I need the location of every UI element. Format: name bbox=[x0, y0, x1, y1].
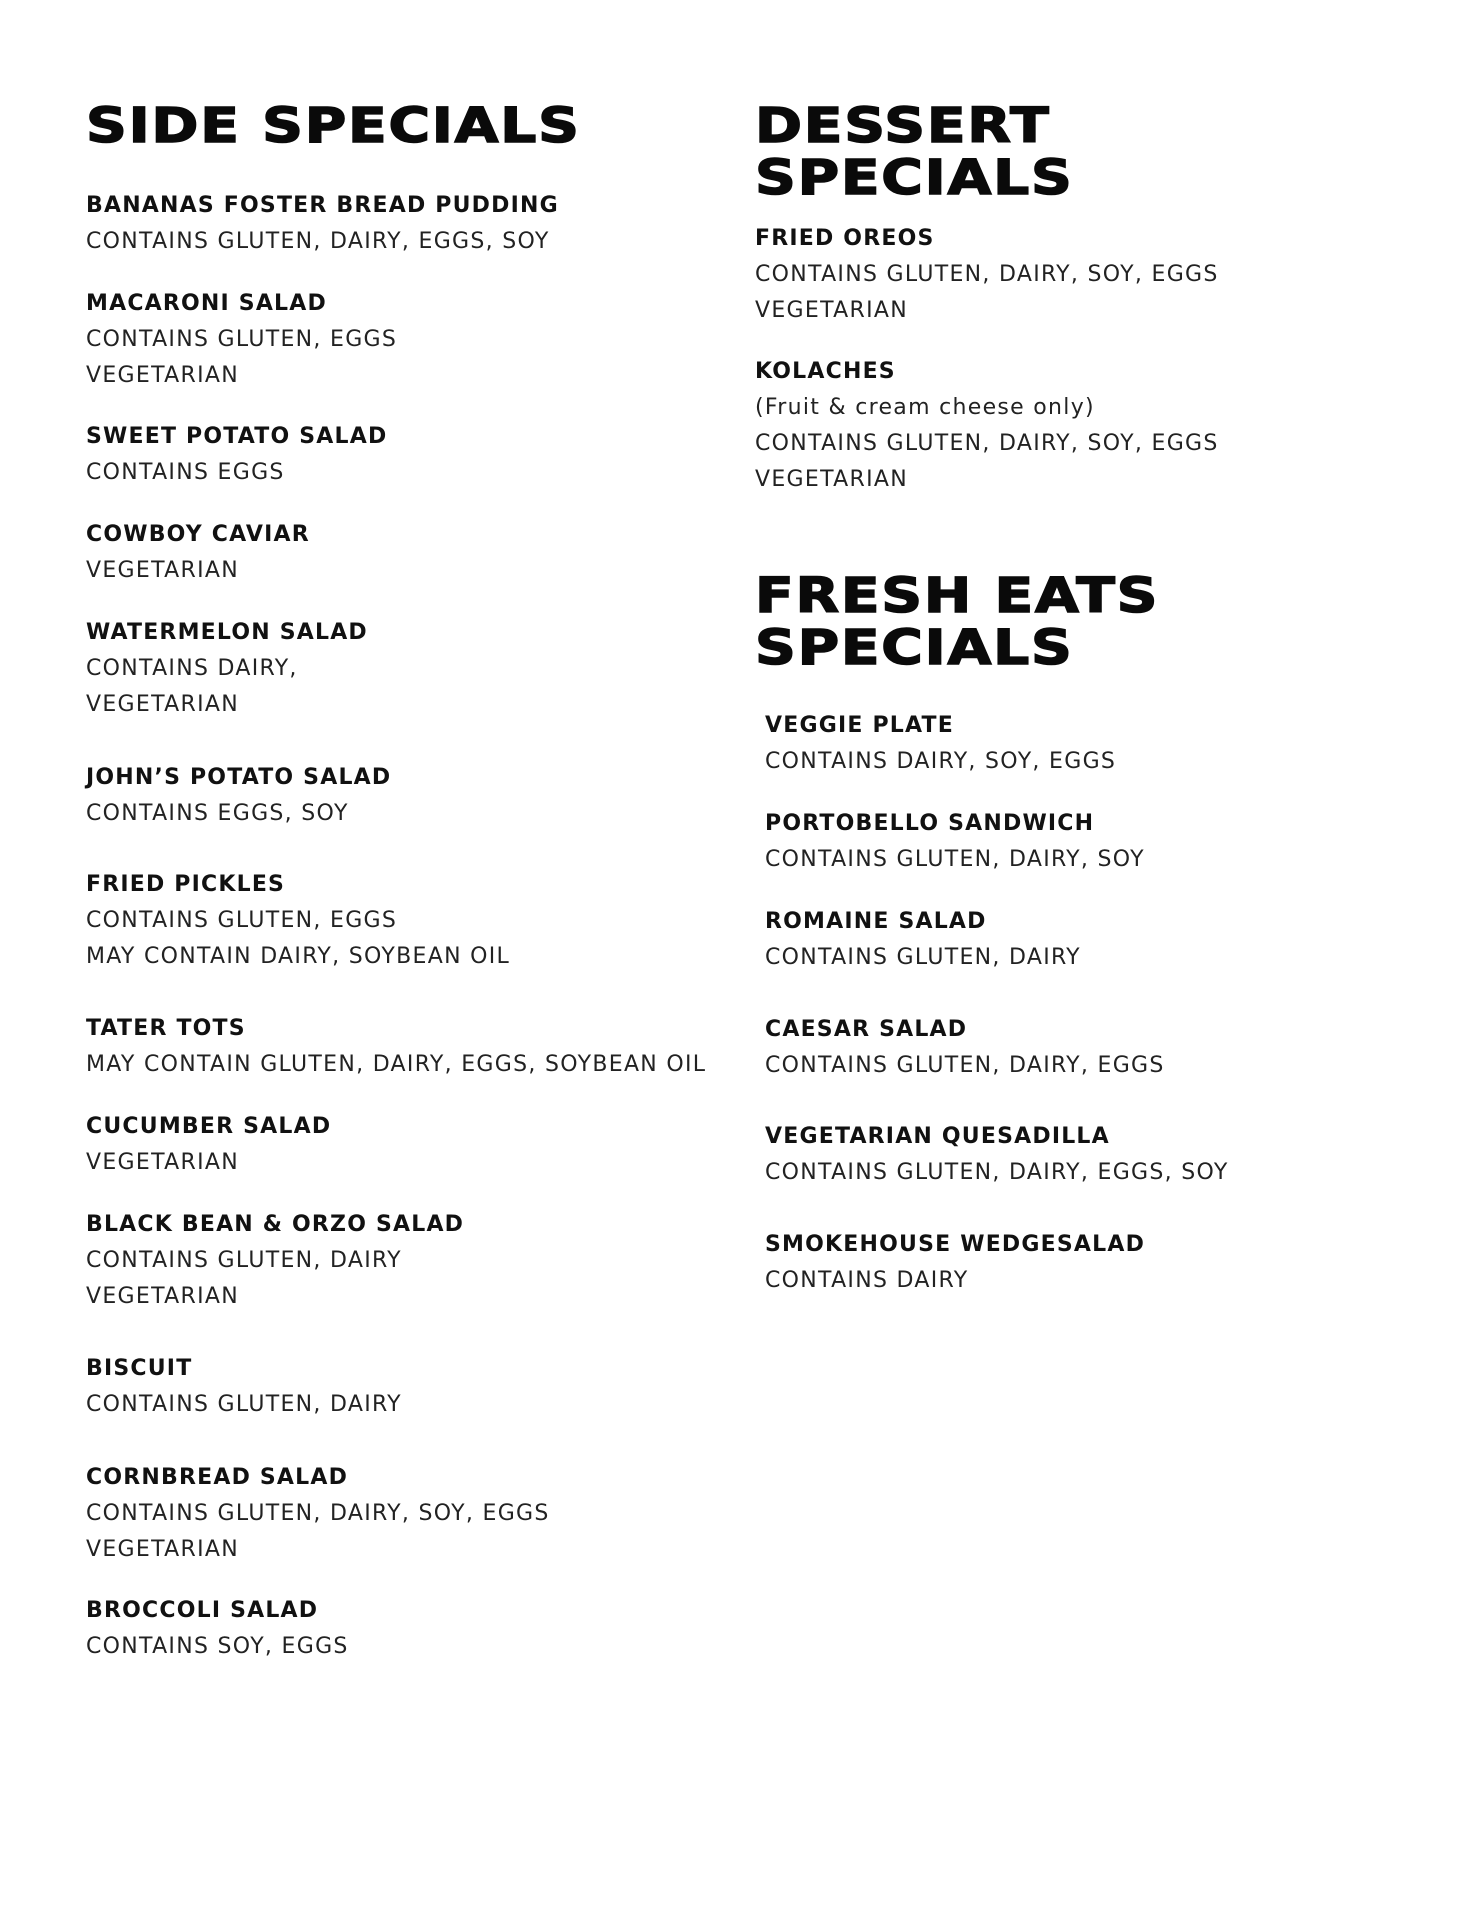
menu-item bbox=[86, 619, 368, 723]
menu-item bbox=[765, 1231, 1145, 1299]
item-allergen-line: CONTAINS DAIRY, bbox=[86, 656, 298, 681]
menu-item bbox=[765, 810, 1145, 878]
item-name: COWBOY CAVIAR bbox=[86, 522, 310, 547]
item-name: SWEET POTATO SALAD bbox=[86, 424, 388, 449]
item-allergen-line: CONTAINS GLUTEN, DAIRY, SOY, EGGS bbox=[755, 431, 1219, 456]
side-specials-section bbox=[86, 100, 726, 1660]
menu-item bbox=[86, 1355, 402, 1423]
item-allergen-line: CONTAINS EGGS, SOY bbox=[86, 801, 349, 826]
item-name: ROMAINE SALAD bbox=[765, 909, 987, 934]
item-allergen-line: VEGETARIAN bbox=[86, 1150, 239, 1175]
item-name: WATERMELON SALAD bbox=[86, 620, 368, 645]
item-allergen-line: VEGETARIAN bbox=[86, 1284, 239, 1309]
item-allergen-line: VEGETARIAN bbox=[755, 298, 908, 323]
item-allergen-line: CONTAINS GLUTEN, DAIRY, SOY bbox=[765, 847, 1145, 872]
menu-item bbox=[86, 1113, 331, 1181]
dessert-title-line: DESSERT bbox=[755, 98, 1051, 154]
menu-item bbox=[765, 908, 1081, 976]
item-name: KOLACHES bbox=[755, 359, 896, 384]
item-allergen-line: CONTAINS GLUTEN, DAIRY bbox=[86, 1392, 402, 1417]
item-allergen-line: CONTAINS GLUTEN, EGGS bbox=[86, 327, 398, 352]
item-name: BANANAS FOSTER BREAD PUDDING bbox=[86, 193, 559, 218]
fresh-title-line: FRESH EATS bbox=[755, 568, 1160, 624]
item-name: SMOKEHOUSE WEDGESALAD bbox=[765, 1232, 1146, 1257]
menu-item bbox=[86, 192, 559, 260]
menu-item bbox=[755, 225, 1219, 329]
item-name: MACARONI SALAD bbox=[86, 291, 327, 316]
menu-item bbox=[86, 1211, 464, 1315]
menu-item bbox=[86, 1015, 706, 1083]
item-allergen-line: VEGETARIAN bbox=[86, 558, 239, 583]
menu-item bbox=[755, 358, 1219, 498]
item-name: FRIED OREOS bbox=[755, 226, 935, 251]
item-name: PORTOBELLO SANDWICH bbox=[765, 811, 1095, 836]
item-name: BISCUIT bbox=[86, 1356, 193, 1381]
fresh-title-line: SPECIALS bbox=[755, 620, 1074, 676]
menu-item bbox=[86, 423, 387, 491]
item-allergen-line: CONTAINS GLUTEN, DAIRY bbox=[765, 945, 1081, 970]
item-allergen-line: MAY CONTAIN DAIRY, SOYBEAN OIL bbox=[86, 944, 511, 969]
dessert-specials-title bbox=[755, 100, 1463, 204]
item-allergen-line: CONTAINS GLUTEN, DAIRY, SOY, EGGS bbox=[755, 262, 1219, 287]
dessert-specials-section bbox=[755, 100, 1355, 500]
item-allergen-line: CONTAINS GLUTEN, EGGS bbox=[86, 908, 398, 933]
menu-item bbox=[86, 1464, 550, 1568]
item-name: BROCCOLI SALAD bbox=[86, 1598, 319, 1623]
item-allergen-line: VEGETARIAN bbox=[86, 692, 239, 717]
menu-item bbox=[765, 1016, 1165, 1084]
item-allergen-line: CONTAINS SOY, EGGS bbox=[86, 1634, 349, 1659]
item-name: TATER TOTS bbox=[86, 1016, 246, 1041]
item-name: FRIED PICKLES bbox=[86, 872, 286, 897]
item-allergen-line: CONTAINS DAIRY bbox=[765, 1268, 969, 1293]
item-name: VEGETARIAN QUESADILLA bbox=[765, 1124, 1110, 1149]
item-name: CAESAR SALAD bbox=[765, 1017, 968, 1042]
item-name: JOHN’S POTATO SALAD bbox=[86, 765, 392, 790]
item-name: CORNBREAD SALAD bbox=[86, 1465, 349, 1490]
item-allergen-line: CONTAINS DAIRY, SOY, EGGS bbox=[765, 749, 1117, 774]
item-allergen-line: CONTAINS EGGS bbox=[86, 460, 285, 485]
menu-item bbox=[86, 871, 510, 975]
item-allergen-line: CONTAINS GLUTEN, DAIRY, EGGS, SOY bbox=[86, 229, 550, 254]
item-allergen-line: VEGETARIAN bbox=[755, 467, 908, 492]
menu-item bbox=[86, 290, 397, 394]
item-allergen-line: CONTAINS GLUTEN, DAIRY bbox=[86, 1248, 402, 1273]
menu-item bbox=[765, 712, 1116, 780]
side-specials-title: SIDE SPECIALS bbox=[86, 98, 581, 154]
item-allergen-line: CONTAINS GLUTEN, DAIRY, SOY, EGGS bbox=[86, 1501, 550, 1526]
item-allergen-line: MAY CONTAIN GLUTEN, DAIRY, EGGS, SOYBEAN OIL bbox=[86, 1052, 707, 1077]
menu-item bbox=[86, 1597, 349, 1665]
item-allergen-line: (Fruit & cream cheese only) bbox=[755, 395, 1095, 420]
item-name: VEGGIE PLATE bbox=[765, 713, 954, 738]
fresh-eats-specials-section bbox=[755, 570, 1375, 1330]
item-allergen-line: VEGETARIAN bbox=[86, 363, 239, 388]
item-name: CUCUMBER SALAD bbox=[86, 1114, 332, 1139]
menu-item bbox=[86, 764, 391, 832]
item-allergen-line: VEGETARIAN bbox=[86, 1537, 239, 1562]
fresh-eats-specials-title bbox=[755, 570, 1484, 674]
dessert-title-line: SPECIALS bbox=[755, 150, 1074, 206]
item-allergen-line: CONTAINS GLUTEN, DAIRY, EGGS, SOY bbox=[765, 1160, 1229, 1185]
menu-item bbox=[765, 1123, 1229, 1191]
item-allergen-line: CONTAINS GLUTEN, DAIRY, EGGS bbox=[765, 1053, 1165, 1078]
menu-item bbox=[86, 521, 310, 589]
item-name: BLACK BEAN & ORZO SALAD bbox=[86, 1212, 465, 1237]
